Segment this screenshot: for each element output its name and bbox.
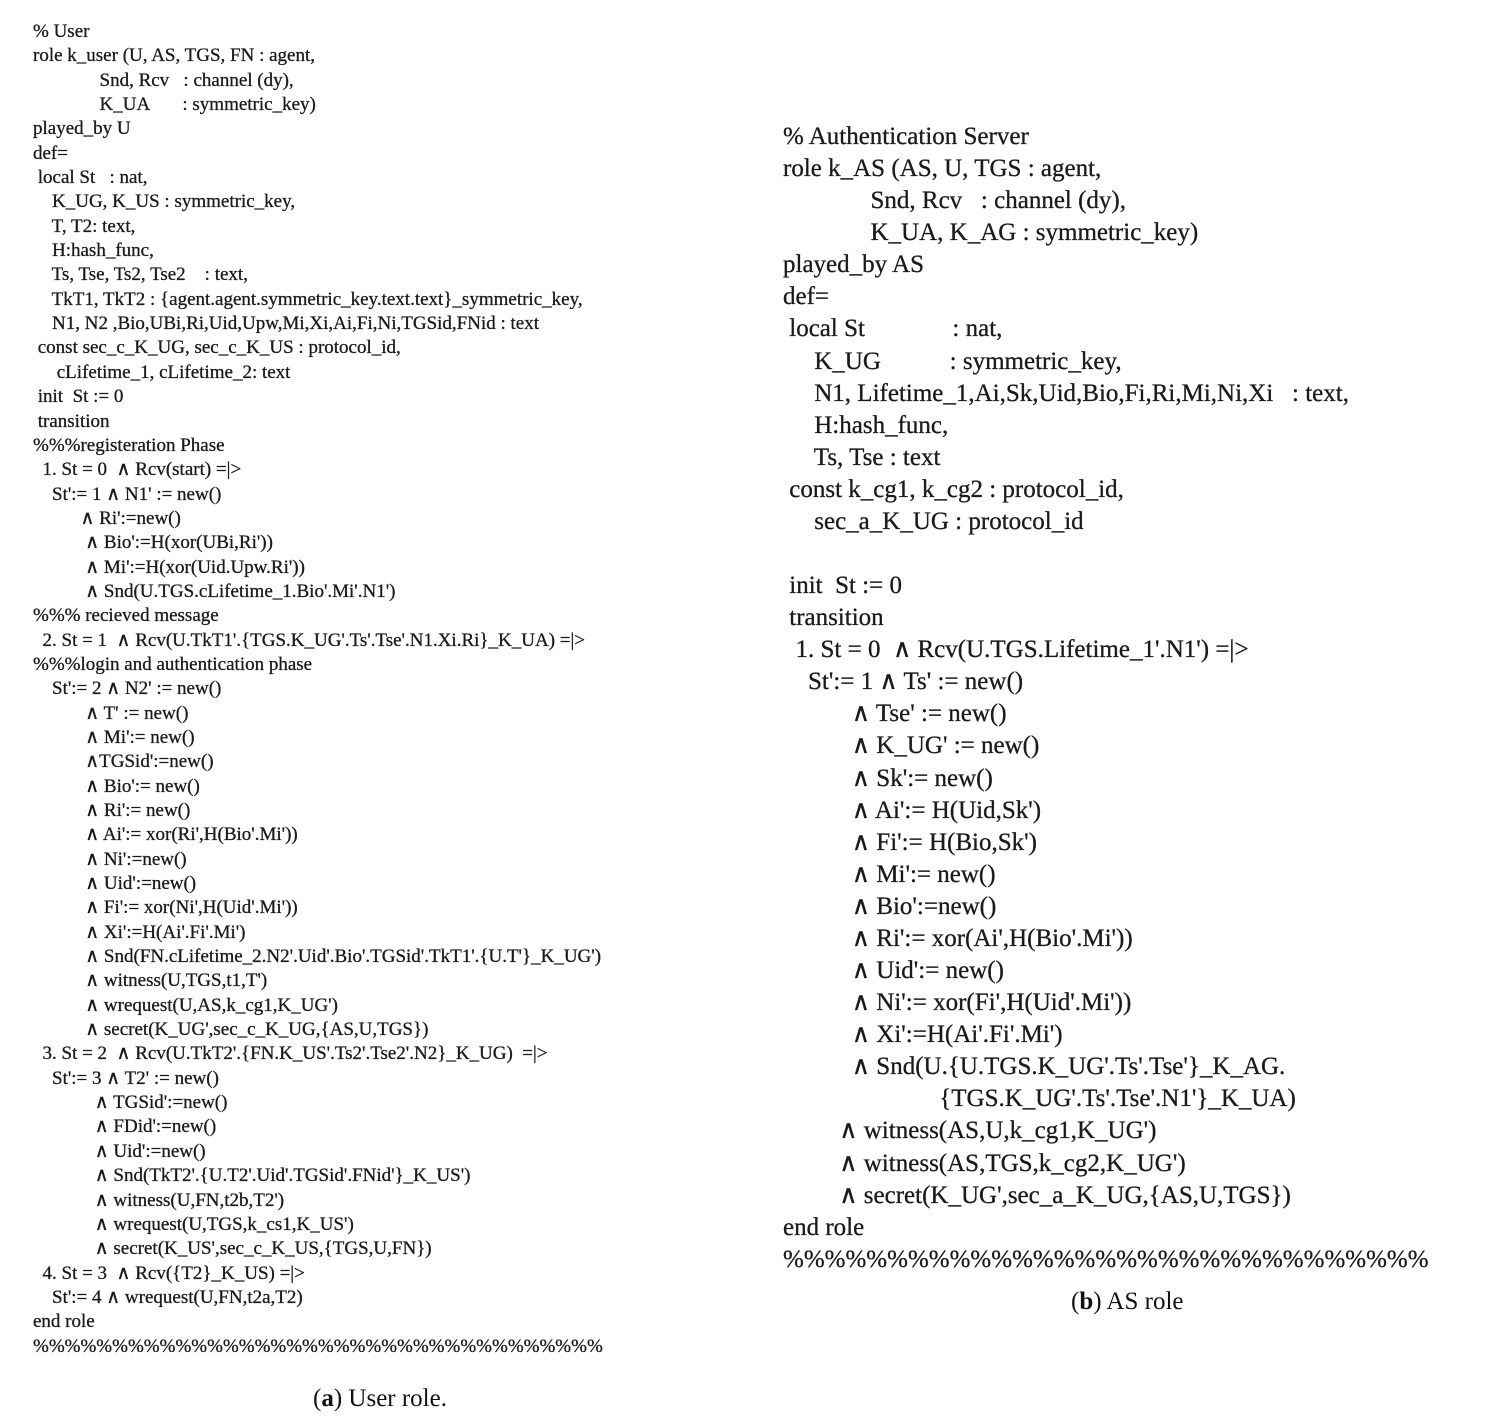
caption-letter: a [321,1385,334,1412]
user-role-line: ∧ Uid':=new() [33,873,197,895]
user-role-line: ∧ Ri':= new() [33,800,191,821]
user-role-line: K_UA : symmetric_key) [33,94,316,116]
as-role-line: St':= 1 ∧ Ts' := new() [783,668,1024,696]
user-role-line: %%%login and authentication phase [33,653,313,675]
user-role-code [33,20,603,1359]
user-role-line: 1. St = 0 ∧ Rcv(start) =|> [33,459,242,481]
as-role-line: ∧ witness(AS,TGS,k_cg2,K_UG') [783,1149,1186,1177]
as-role-line: {TGS.K_UG'.Ts'.Tse'.N1'}_K_UA) [783,1085,1296,1113]
as-role-line: ∧ Xi':=H(Ai'.Fi'.Mi') [783,1021,1063,1049]
user-role-line: init St := 0 [33,386,124,408]
caption-letter: b [1079,1288,1094,1315]
user-role-line: played_by U [33,118,131,140]
as-role-line: ∧ Ri':= xor(Ai',H(Bio'.Mi')) [783,924,1133,952]
user-role-line: %%%registeration Phase [33,434,225,456]
user-role-line: transition [33,410,110,432]
user-role-line: ∧ secret(K_UG',sec_c_K_UG,{AS,U,TGS}) [33,1019,429,1041]
user-role-line: ∧ Bio':=H(xor(UBi,Ri')) [33,532,273,554]
as-role-line [783,538,1429,570]
user-role-line: St':= 1 ∧ N1' := new() [33,483,222,505]
user-role-line: St':= 4 ∧ wrequest(U,FN,t2a,T2) [33,1286,303,1308]
as-role-line: def= [783,283,830,311]
user-role-line: H:hash_func, [33,240,154,262]
user-role-line: ∧ wrequest(U,AS,k_cg1,K_UG') [33,994,338,1016]
user-role-line: ∧TGSid':=new() [33,751,214,773]
user-role-line: ∧ Bio':= new() [33,775,200,797]
as-role-line: played_by AS [783,251,924,279]
as-role-line: % Authentication Server [783,123,1029,150]
caption-text: AS role [1101,1288,1184,1315]
as-role-line: K_UG : symmetric_key, [783,347,1122,375]
as-role-line: %%%%%%%%%%%%%%%%%%%%%%%%%%%%%%% [783,1245,1429,1273]
as-role-line: sec_a_K_UG : protocol_id [783,507,1084,535]
as-role-line: ∧ Sk':= new() [783,764,993,792]
as-role-line: ∧ Uid':= new() [783,957,1004,985]
user-role-line: def= [33,142,68,164]
user-role-line: ∧ wrequest(U,TGS,k_cs1,K_US') [33,1213,354,1235]
as-role-line: transition [783,604,884,632]
caption-as-role: (b) AS role [1071,1288,1184,1315]
as-role-line: ∧ Tse' := new() [783,700,1007,728]
user-role-line: ∧ Fi':= xor(Ni',H(Uid'.Mi')) [33,897,298,919]
as-role-line: K_UA, K_AG : symmetric_key) [783,219,1199,247]
user-role-line: local St : nat, [33,167,148,189]
user-role-line: ∧ Mi':= new() [33,726,195,748]
user-role-line: ∧ secret(K_US',sec_c_K_US,{TGS,U,FN}) [33,1238,432,1260]
as-role-line: ∧ secret(K_UG',sec_a_K_UG,{AS,U,TGS}) [783,1181,1291,1209]
user-role-line: ∧ T' := new() [33,702,189,724]
user-role-line: 3. St = 2 ∧ Rcv(U.TkT2'.{FN.K_US'.Ts2'.Tse2'.N2}_K_UG) =|> [33,1043,548,1065]
as-role-line: local St : nat, [783,315,1003,343]
as-role-line: ∧ Ai':= H(Uid,Sk') [783,796,1042,824]
user-role-line: St':= 2 ∧ N2' := new() [33,678,222,700]
user-role-line: ∧ Ai':= xor(Ri',H(Bio'.Mi')) [33,824,298,846]
user-role-line: % User [33,21,90,42]
user-role-line: ∧ Xi':=H(Ai'.Fi'.Mi') [33,921,246,943]
user-role-line: Snd, Rcv : channel (dy), [33,69,294,91]
caption-text: User role. [342,1385,447,1412]
user-role-line: ∧ Uid':=new() [33,1140,206,1162]
as-role-line: ∧ Bio':=new() [783,892,997,920]
as-role-line: ∧ Mi':= new() [783,860,996,888]
as-role-line: const k_cg1, k_cg2 : protocol_id, [783,475,1124,503]
as-role-line: N1, Lifetime_1,Ai,Sk,Uid,Bio,Fi,Ri,Mi,Ni,Xi : text, [783,379,1349,407]
as-role-line: H:hash_func, [783,411,949,439]
user-role-line: end role [33,1311,95,1333]
as-role-line: Ts, Tse : text [783,443,941,471]
user-role-line: 2. St = 1 ∧ Rcv(U.TkT1'.{TGS.K_UG'.Ts'.Tse'.N1.Xi.Ri}_K_UA) =|> [33,629,586,651]
user-role-line: Ts, Tse, Ts2, Tse2 : text, [33,264,248,286]
user-role-line: cLifetime_1, cLifetime_2: text [33,361,291,383]
as-role-line: ∧ witness(AS,U,k_cg1,K_UG') [783,1117,1157,1145]
user-role-line: ∧ Snd(TkT2'.{U.T2'.Uid'.TGSid'.FNid'}_K_US') [33,1165,471,1187]
user-role-line: K_UG, K_US : symmetric_key, [33,191,296,213]
user-role-line: ∧ Ri':=new() [33,507,181,529]
as-role-line: ∧ Fi':= H(Bio,Sk') [783,828,1037,856]
as-role-line: role k_AS (AS, U, TGS : agent, [783,155,1102,183]
user-role-line: 4. St = 3 ∧ Rcv({T2}_K_US) =|> [33,1262,305,1284]
user-role-line: ∧ Mi':=H(xor(Uid.Upw.Ri')) [33,556,305,578]
user-role-line: %%%%%%%%%%%%%%%%%%%%%%%%%%%%%%%%%%%% [33,1335,603,1357]
user-role-line: const sec_c_K_UG, sec_c_K_US : protocol_id, [33,337,401,359]
as-role-line: ∧ K_UG' := new() [783,732,1040,760]
as-role-line: ∧ Snd(U.{U.TGS.K_UG'.Ts'.Tse'}_K_AG. [783,1053,1286,1081]
user-role-line: St':= 3 ∧ T2' := new() [33,1067,219,1089]
as-role-line: 1. St = 0 ∧ Rcv(U.TGS.Lifetime_1'.N1') =|> [783,636,1249,664]
user-role-line: ∧ witness(U,FN,t2b,T2') [33,1189,285,1211]
user-role-line: ∧ FDid':=new() [33,1116,217,1138]
user-role-line: %%% recieved message [33,605,219,627]
user-role-line: role k_user (U, AS, TGS, FN : agent, [33,45,315,67]
caption-user-role: (a) User role. [313,1385,447,1412]
user-role-line: N1, N2 ,Bio,UBi,Ri,Uid,Upw,Mi,Xi,Ai,Fi,Ni,TGSid,FNid : text [33,313,540,335]
user-role-line: TkT1, TkT2 : {agent.agent.symmetric_key.text.text}_symmetric_key, [33,288,583,310]
user-role-line: T, T2: text, [33,215,136,237]
as-role-line: end role [783,1213,865,1241]
user-role-line: ∧ Snd(U.TGS.cLifetime_1.Bio'.Mi'.N1') [33,580,396,602]
user-role-line: ∧ Snd(FN.cLifetime_2.N2'.Uid'.Bio'.TGSid'.TkT1'.{U.T'}_K_UG') [33,946,602,968]
user-role-line: ∧ witness(U,TGS,t1,T') [33,970,268,992]
as-role-line: ∧ Ni':= xor(Fi',H(Uid'.Mi')) [783,989,1132,1017]
as-role-line: Snd, Rcv : channel (dy), [783,187,1127,215]
as-role-code [783,121,1429,1276]
user-role-line: ∧ TGSid':=new() [33,1092,228,1114]
as-role-line: init St := 0 [783,572,902,600]
user-role-line: ∧ Ni':=new() [33,848,187,870]
